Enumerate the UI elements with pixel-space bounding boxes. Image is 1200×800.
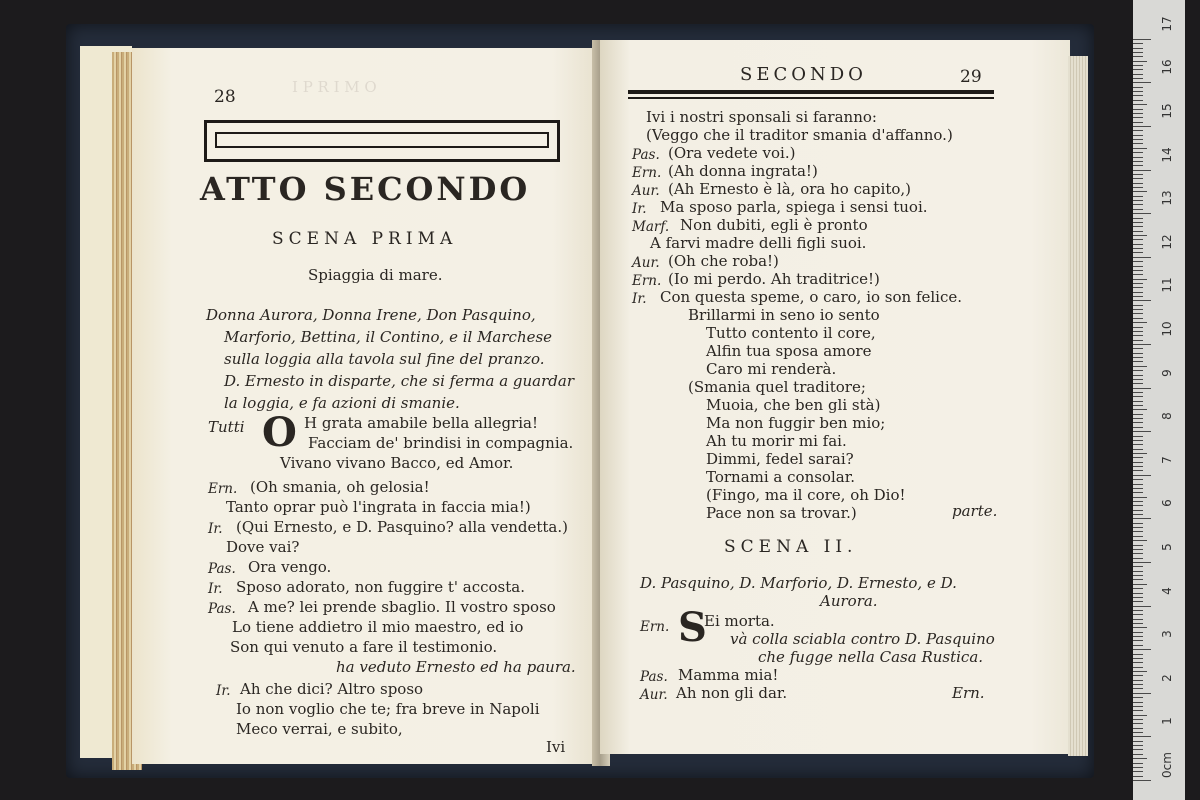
ruler-tick — [1133, 39, 1151, 40]
page-number-right: 29 — [960, 67, 982, 87]
stage-direction: và colla sciabla contro D. Pasquino — [730, 630, 995, 648]
catchword: Ivi — [546, 738, 566, 756]
ruler-tick — [1133, 143, 1143, 144]
ruler-tick — [1133, 505, 1143, 506]
ruler-tick — [1133, 174, 1143, 175]
ruler-tick — [1133, 152, 1143, 153]
ruler-tick — [1133, 296, 1143, 297]
ruler-tick — [1133, 614, 1143, 615]
ruler-tick — [1133, 667, 1143, 668]
verse-line: Ei morta. — [704, 612, 775, 630]
ruler-tick — [1133, 501, 1143, 502]
ruler-tick — [1133, 540, 1147, 541]
ruler-tick — [1133, 531, 1143, 532]
ruler-tick — [1133, 113, 1143, 114]
ruler-tick — [1133, 170, 1151, 171]
ruler-tick — [1133, 139, 1143, 140]
ruler-tick — [1133, 523, 1143, 524]
ruler-tick — [1133, 396, 1143, 397]
ruler-tick — [1133, 383, 1143, 384]
ruler-tick — [1133, 671, 1147, 672]
ruler-number: 0cm — [1160, 752, 1174, 778]
left-page: I P R I M O 28 ATTO SECONDO SCENA PRIMA Spiaggia di mare. Donna Aurora, Donna Irene, Don Pasquino, Marforio, Bettina, il Contino, e il Marchese sulla loggia alla tavola sul fine del pranzo. D. Ernesto in disparte, che si ferma a guardar la loggia, e fa azioni di smanie. Tutti O H grata amabile bella allegria! Facciam de' brindisi in compagnia. Vivano vivano Bacco, ed Amor. Ern. (Oh smania, oh gelosia! Tanto oprar può l'ingrata in faccia mia!) Ir. (Qui Ernesto, e D. Pasquino? alla vendetta.) Dove vai? Pas. Ora vengo. Ir. Sposo adorato, non fuggire t' accosta. Pas. A me? lei prende sbaglio. Il vostro sposo Lo tiene addietro il mio maestro, ed io Son qui venuto a fare il testimonio. ha veduto Ernesto ed ha paura. Ir. Ah che dici? Altro sposo Io non voglio che te; fra breve in Napoli Meco verrai, e subito, Ivi — [132, 48, 604, 764]
ruler-tick — [1133, 204, 1143, 205]
right-page: SECONDO 29 Ivi i nostri sponsali si faranno: (Veggo che il traditor smania d'affanno.) Pas. (Ora vedete voi.) Ern. (Ah donna ingrata!) Aur. (Ah Ernesto è là, ora ho capito,) Ir. Ma sposo parla, spiega i sensi tuoi. Marf. Non dubiti, egli è pronto A farvi madre delli figli suoi. Aur. (Oh che roba!) Ern. (Io mi perdo. Ah traditrice!) Ir. Con questa speme, o caro, io son felice. Brillarmi in seno io sento Tutto contento il core, Alfin tua sposa amore Caro mi renderà. (Smania quel traditore; Muoia, che ben gli stà) Ma non fuggir ben mio; Ah tu morir mi fai. Dimmi, fedel sarai? Tornami a consolar. (Fingo, ma il core, oh Dio! Pace non sa trovar.) parte. SCENA II. D. Pasquino, D. Marforio, D. Ernesto, e D. Aurora. Ern. S Ei morta. và colla sciabla contro D. Pasquino che fugge nella Casa Rustica. Pas. Mamma mia! Aur. Ah non gli dar. Ern. — [600, 40, 1070, 754]
ruler-tick — [1133, 640, 1143, 641]
stage-direction: che fugge nella Casa Rustica. — [758, 648, 984, 666]
ruler-tick — [1133, 497, 1147, 498]
ruler-tick — [1133, 745, 1143, 746]
ruler-tick — [1133, 684, 1143, 685]
ruler-tick — [1133, 292, 1143, 293]
ruler-tick — [1133, 558, 1143, 559]
measuring-ruler — [1133, 0, 1185, 800]
verse-line: Facciam de' brindisi in compagnia. — [308, 434, 574, 452]
ruler-tick — [1133, 723, 1143, 724]
ruler-tick — [1133, 257, 1151, 258]
ruler-tick — [1133, 457, 1143, 458]
header-ornament — [204, 120, 560, 162]
ruler-tick — [1133, 344, 1151, 345]
header-rule — [628, 90, 994, 94]
ruler-tick — [1133, 353, 1143, 354]
drop-cap: S — [678, 604, 707, 651]
ruler-tick — [1133, 767, 1143, 768]
ruler-tick — [1133, 619, 1143, 620]
ruler-tick — [1133, 213, 1151, 214]
ruler-tick — [1133, 78, 1143, 79]
ruler-number: 17 — [1160, 16, 1174, 32]
ruler-tick — [1133, 440, 1143, 441]
ruler-tick — [1133, 484, 1143, 485]
ruler-tick — [1133, 606, 1151, 607]
ruler-tick — [1133, 422, 1143, 423]
ruler-tick — [1133, 340, 1143, 341]
ruler-tick — [1133, 431, 1151, 432]
ruler-tick — [1133, 357, 1143, 358]
ruler-tick — [1133, 287, 1143, 288]
ruler-tick — [1133, 414, 1143, 415]
ruler-tick — [1133, 536, 1143, 537]
ruler-tick — [1133, 270, 1143, 271]
ruler-tick — [1133, 191, 1147, 192]
ruler-tick — [1133, 161, 1143, 162]
ruler-tick — [1133, 510, 1143, 511]
ruler-tick — [1133, 274, 1143, 275]
ruler-tick — [1133, 436, 1143, 437]
ruler-tick — [1133, 209, 1143, 210]
ruler-tick — [1133, 305, 1143, 306]
ruler-tick — [1133, 348, 1143, 349]
ruler-tick — [1133, 593, 1143, 594]
ruler-tick — [1133, 100, 1143, 101]
ruler-tick — [1133, 183, 1143, 184]
ruler-tick — [1133, 649, 1151, 650]
speaker-label: Ern. — [640, 619, 670, 635]
ruler-tick — [1133, 658, 1143, 659]
ruler-tick — [1133, 449, 1143, 450]
ruler-tick — [1133, 409, 1147, 410]
ruler-tick — [1133, 361, 1143, 362]
ruler-tick — [1133, 87, 1143, 88]
ruler-tick — [1133, 43, 1143, 44]
ruler-tick — [1133, 318, 1143, 319]
ruler-number: 6 — [1160, 499, 1174, 508]
ruler-tick — [1133, 771, 1143, 772]
ruler-tick — [1133, 492, 1143, 493]
ruler-tick — [1133, 527, 1143, 528]
ruler-tick — [1133, 571, 1143, 572]
ruler-tick — [1133, 749, 1143, 750]
ruler-number: 12 — [1160, 234, 1174, 250]
ruler-tick — [1133, 462, 1143, 463]
running-head: SECONDO — [740, 64, 867, 85]
ruler-tick — [1133, 82, 1151, 83]
ruler-tick — [1133, 252, 1143, 253]
ruler-number: 15 — [1160, 103, 1174, 119]
ruler-tick — [1133, 553, 1143, 554]
ruler-tick — [1133, 575, 1143, 576]
ruler-number: 9 — [1160, 368, 1174, 377]
ruler-tick — [1133, 444, 1143, 445]
ruler-tick — [1133, 741, 1143, 742]
ruler-tick — [1133, 776, 1143, 777]
ruler-tick — [1133, 715, 1147, 716]
ruler-tick — [1133, 327, 1143, 328]
ruler-tick — [1133, 165, 1143, 166]
verse-line: H grata amabile bella allegria! — [304, 414, 538, 432]
catchword: Ern. — [952, 684, 985, 702]
ruler-tick — [1133, 69, 1143, 70]
ruler-tick — [1133, 300, 1151, 301]
ruler-number: 8 — [1160, 412, 1174, 421]
ruler-tick — [1133, 157, 1143, 158]
ruler-tick — [1133, 697, 1143, 698]
ruler-tick — [1133, 597, 1143, 598]
ruler-tick — [1133, 261, 1143, 262]
ruler-tick — [1133, 518, 1151, 519]
ruler-tick — [1133, 662, 1143, 663]
ruler-tick — [1133, 388, 1151, 389]
header-rule — [628, 97, 994, 99]
ruler-tick — [1133, 222, 1143, 223]
ruler-tick — [1133, 126, 1151, 127]
ruler-tick — [1133, 331, 1143, 332]
ruler-tick — [1133, 104, 1147, 105]
ruler-tick — [1133, 588, 1143, 589]
ruler-tick — [1133, 235, 1147, 236]
exit-direction: parte. — [952, 502, 998, 520]
ruler-tick — [1133, 178, 1143, 179]
ruler-tick — [1133, 623, 1143, 624]
speaker-label: Pas. — [640, 669, 668, 685]
ruler-tick — [1133, 309, 1143, 310]
ruler-tick — [1133, 313, 1143, 314]
ruler-tick — [1133, 370, 1143, 371]
ruler-tick — [1133, 466, 1143, 467]
speaker-label: Aur. — [640, 687, 668, 703]
scene-title: SCENA II. — [724, 537, 858, 557]
ruler-tick — [1133, 279, 1147, 280]
ruler-tick — [1133, 645, 1143, 646]
ruler-tick — [1133, 392, 1143, 393]
ruler-tick — [1133, 732, 1143, 733]
ruler-tick — [1133, 654, 1143, 655]
ruler-tick — [1133, 74, 1143, 75]
ruler-tick — [1133, 266, 1143, 267]
ruler-tick — [1133, 601, 1143, 602]
ruler-tick — [1133, 283, 1143, 284]
ruler-tick — [1133, 418, 1143, 419]
verse-line: Mamma mia! — [678, 666, 779, 684]
ruler-number: 13 — [1160, 190, 1174, 206]
ruler-tick — [1133, 148, 1147, 149]
ruler-tick — [1133, 758, 1147, 759]
ruler-tick — [1133, 335, 1143, 336]
ruler-tick — [1133, 514, 1143, 515]
ruler-tick — [1133, 231, 1143, 232]
ruler-tick — [1133, 187, 1143, 188]
ruler-tick — [1133, 579, 1143, 580]
ruler-number: 5 — [1160, 543, 1174, 551]
ruler-tick — [1133, 566, 1143, 567]
ruler-tick — [1133, 780, 1151, 781]
ruler-tick — [1133, 226, 1143, 227]
speaker-label: Tutti — [208, 418, 245, 436]
ruler-tick — [1133, 122, 1143, 123]
ruler-tick — [1133, 680, 1143, 681]
ruler-tick — [1133, 52, 1143, 53]
ruler-tick — [1133, 702, 1143, 703]
ruler-tick — [1133, 562, 1151, 563]
ruler-number: 3 — [1160, 630, 1174, 639]
page-number-left: 28 — [214, 87, 236, 107]
ruler-number: 16 — [1160, 59, 1174, 76]
ruler-tick — [1133, 688, 1143, 689]
ruler-tick — [1133, 117, 1143, 118]
ruler-number: 10 — [1160, 321, 1174, 337]
ruler-tick — [1133, 475, 1151, 476]
ruler-tick — [1133, 693, 1151, 694]
ruler-tick — [1133, 584, 1147, 585]
ruler-tick — [1133, 488, 1143, 489]
ruler-tick — [1133, 61, 1147, 62]
ruler-number: 11 — [1160, 277, 1174, 294]
ruler-tick — [1133, 91, 1143, 92]
verse-line: Ah non gli dar. — [676, 684, 788, 702]
ruler-tick — [1133, 135, 1143, 136]
ruler-tick — [1133, 239, 1143, 240]
ruler-tick — [1133, 375, 1143, 376]
ruler-number: 14 — [1160, 146, 1174, 163]
ruler-number: 7 — [1160, 455, 1174, 464]
ruler-tick — [1133, 322, 1147, 323]
ruler-tick — [1133, 405, 1143, 406]
setting: Spiaggia di mare. — [308, 266, 443, 284]
ruler-tick — [1133, 401, 1143, 402]
ruler-tick — [1133, 728, 1143, 729]
ruler-number: 1 — [1160, 717, 1174, 726]
ruler-tick — [1133, 710, 1143, 711]
page-edges-right — [1068, 56, 1088, 756]
verse-line: Vivano vivano Bacco, ed Amor. — [280, 454, 514, 472]
ruler-tick — [1133, 218, 1143, 219]
ruler-tick — [1133, 545, 1143, 546]
ruler-number: 4 — [1160, 586, 1174, 595]
ruler-tick — [1133, 48, 1143, 49]
ruler-tick — [1133, 632, 1143, 633]
ruler-tick — [1133, 244, 1143, 245]
ruler-tick — [1133, 675, 1143, 676]
ruler-tick — [1133, 248, 1143, 249]
ruler-tick — [1133, 736, 1151, 737]
ruler-tick — [1133, 379, 1143, 380]
ruler-tick — [1133, 636, 1143, 637]
ruler-tick — [1133, 366, 1147, 367]
ruler-tick — [1133, 65, 1143, 66]
ruler-tick — [1133, 549, 1143, 550]
ruler-tick — [1133, 109, 1143, 110]
ruler-tick — [1133, 763, 1143, 764]
ruler-number: 2 — [1160, 673, 1174, 682]
scene-title: SCENA PRIMA — [272, 229, 458, 249]
ruler-tick — [1133, 470, 1143, 471]
ruler-tick — [1133, 130, 1143, 131]
ruler-tick — [1133, 719, 1143, 720]
ruler-tick — [1133, 706, 1143, 707]
ruler-tick — [1133, 95, 1143, 96]
ruler-tick — [1133, 56, 1143, 57]
ruler-tick — [1133, 453, 1147, 454]
ruler-tick — [1133, 427, 1143, 428]
ruler-tick — [1133, 627, 1147, 628]
ruler-tick — [1133, 754, 1143, 755]
ruler-tick — [1133, 200, 1143, 201]
ruler-tick — [1133, 196, 1143, 197]
act-title: ATTO SECONDO — [200, 170, 531, 208]
drop-cap: O — [262, 409, 297, 456]
ruler-tick — [1133, 479, 1143, 480]
ruler-tick — [1133, 610, 1143, 611]
